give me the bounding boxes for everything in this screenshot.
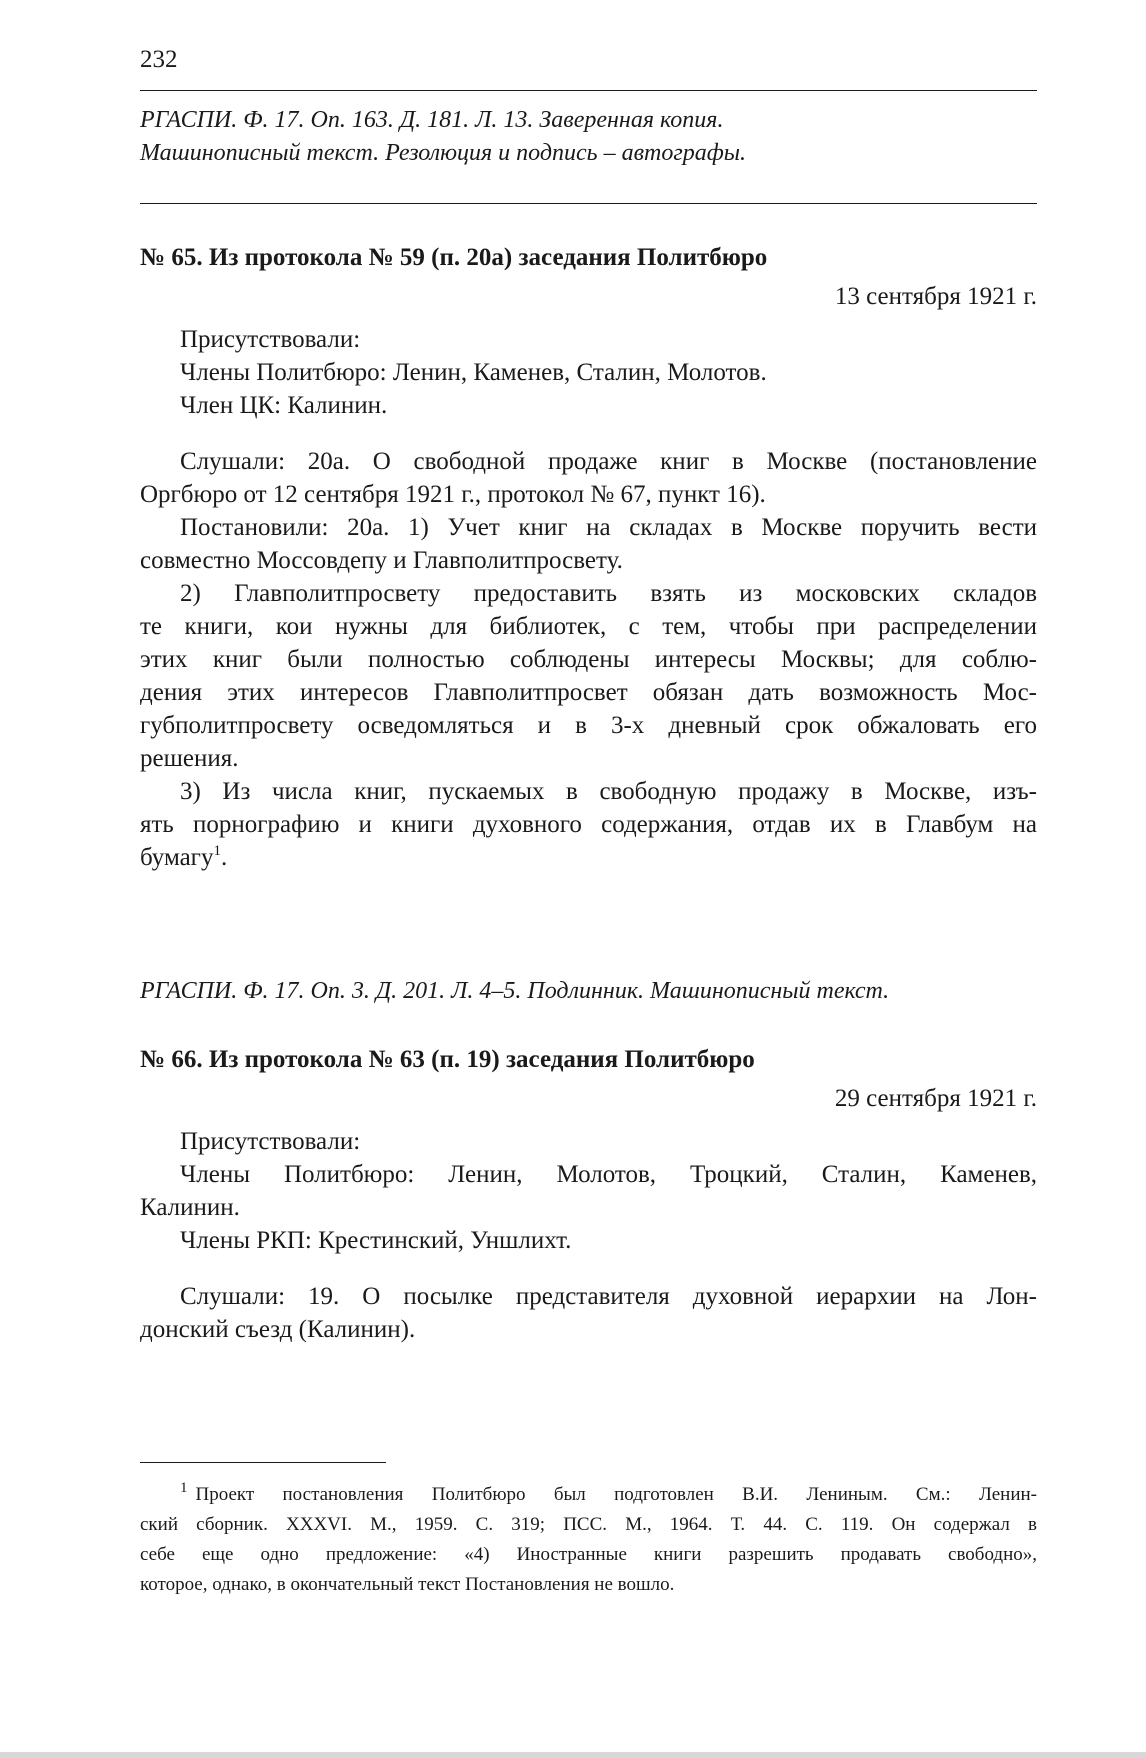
footnote-number: 1 [180,1480,188,1496]
header-rule [140,90,1037,91]
footnote-text: Проект постановления Политбюро был подготовлен В.И. Лениным. См.: Ленин- [195,1484,1037,1505]
page-bottom-edge [0,1752,1146,1758]
archive-reference-65: РГАСПИ. Ф. 17. Оп. 3. Д. 201. Л. 4–5. Подлинник. Машинописный текст. [140,978,890,1004]
body-text: . [220,844,228,871]
archive-line: РГАСПИ. Ф. 17. Оп. 163. Д. 181. Л. 13. Заверенная копия. [140,107,724,133]
body-line: донский съезд (Калинин). [140,1316,416,1343]
body-line: 3) Из числа книг, пускаемых в свободную продажу в Москве, изъ- [180,778,1037,805]
footnote-line: себе еще одно предложение: «4) Иностранные книги разрешить продавать свободно», [140,1544,1037,1565]
body-line: 2) Главполитпросвету предоставить взять из московских складов [180,580,1037,607]
section-divider [140,203,1037,204]
body-line: дения этих интересов Главполитпросвет обязан дать возможность Мос- [140,679,1037,706]
body-line: те книги, кои нужны для библиотек, с тем, чтобы при распределении [140,613,1037,640]
document-65-title: № 65. Из протокола № 59 (п. 20а) заседания Политбюро [140,244,768,271]
attendance-line: Член ЦК: Калинин. [180,392,388,419]
body-line-last [140,844,1037,872]
attendance-heading: Присутствовали: [180,326,361,353]
attendance-line: Члены РКП: Крестинский, Уншлихт. [180,1227,572,1254]
footnote-line: которое, однако, в окончательный текст Постановления не вошло. [140,1574,675,1595]
attendance-line: Члены Политбюро: Ленин, Каменев, Сталин, Молотов. [180,359,767,386]
document-66-title: № 66. Из протокола № 63 (п. 19) заседания Политбюро [140,1046,755,1073]
document-65-date: 13 сентября 1921 г. [834,283,1037,310]
body-line: Постановили: 20а. 1) Учет книг на складах в Москве поручить вести [180,514,1037,541]
footnote-rule [140,1462,386,1463]
footnote-line [180,1480,1037,1506]
page-number: 232 [140,46,178,73]
body-text: бумагу [140,844,214,871]
body-line: этих книг были полностью соблюдены интересы Москвы; для соблю- [140,646,1037,673]
attendance-heading: Присутствовали: [180,1128,361,1155]
body-line: Оргбюро от 12 сентября 1921 г., протокол № 67, пункт 16). [140,481,766,508]
body-line: решения. [140,745,239,772]
footnote-reference[interactable]: 1 [213,843,221,859]
document-66-date: 29 сентября 1921 г. [834,1085,1037,1112]
archive-reference-top [140,104,1037,170]
body-line: Слушали: 20а. О свободной продаже книг в Москве (постановление [180,448,1037,475]
body-line: ять порнографию и книги духовного содержания, отдав их в Главбум на [140,811,1037,838]
attendance-line: Члены Политбюро: Ленин, Молотов, Троцкий, Сталин, Каменев, [180,1161,1037,1188]
body-line: совместно Моссовдепу и Главполитпросвету. [140,547,623,574]
archive-line: Машинописный текст. Резолюция и подпись – автографы. [140,140,746,166]
body-line: губполитпросвету осведомляться и в 3-х дневный срок обжаловать его [140,712,1037,739]
footnote-line: ский сборник. XXXVI. М., 1959. С. 319; ПСС. М., 1964. Т. 44. С. 119. Он содержал в [140,1514,1037,1535]
attendance-line: Калинин. [140,1194,240,1221]
body-line: Слушали: 19. О посылке представителя духовной иерархии на Лон- [180,1283,1037,1310]
